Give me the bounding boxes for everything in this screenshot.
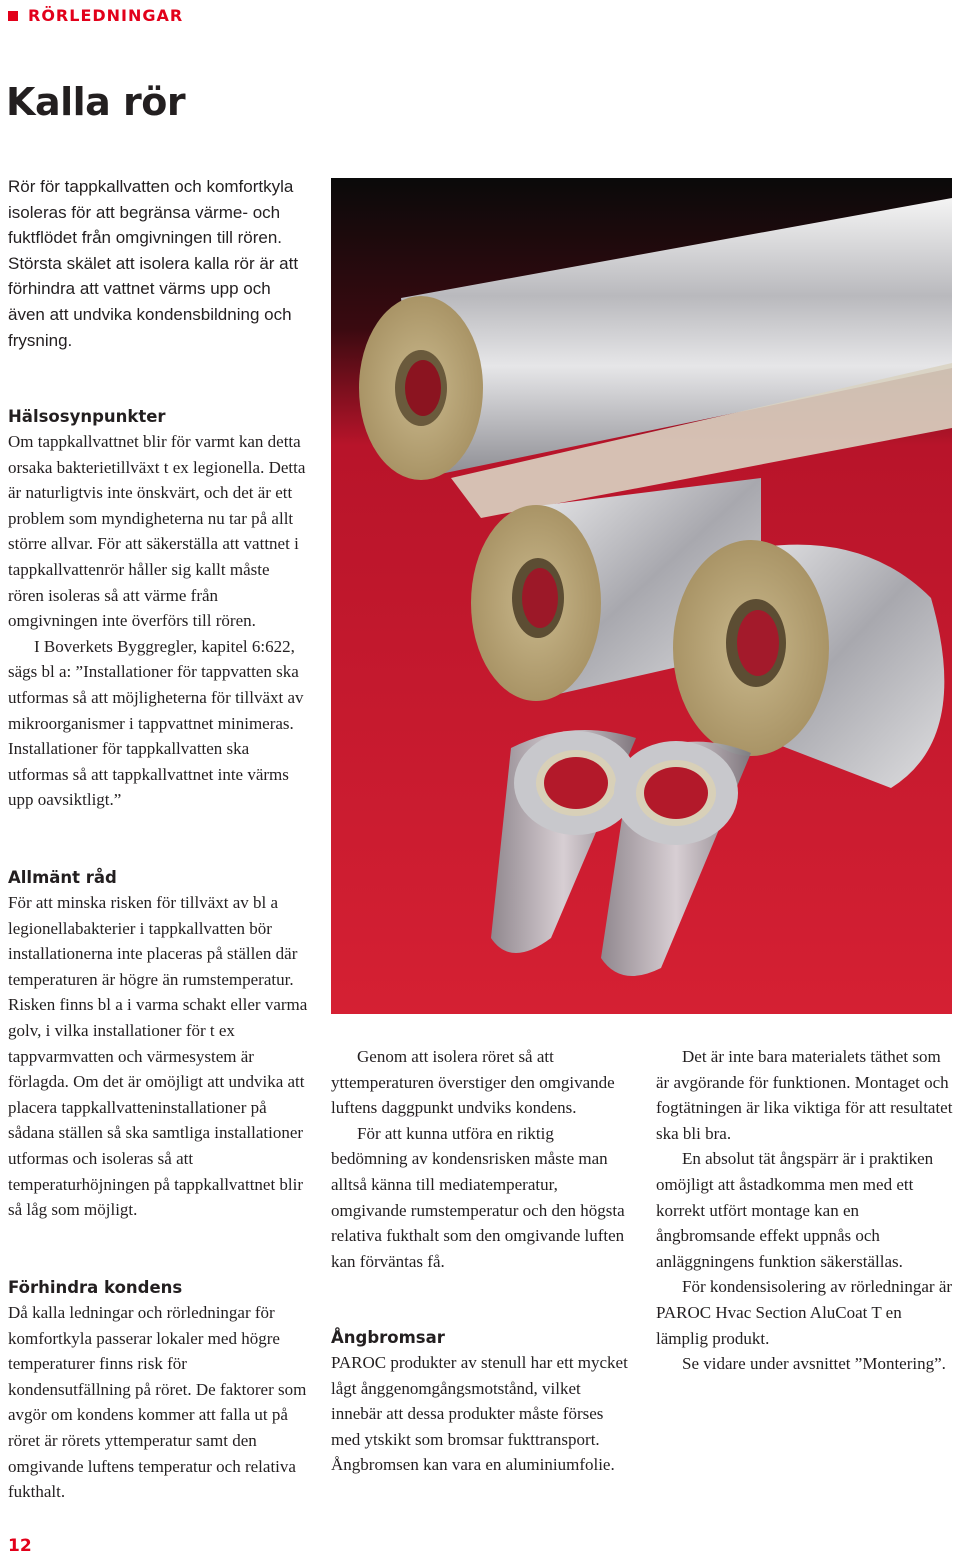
page-title: Kalla rör	[6, 80, 186, 124]
health-paragraph-1: Om tappkallvattnet blir för varmt kan detta orsaka bakterietillväxt t ex legionella. Detta är naturligtvis inte önskvärt, och det är ett problem som myndigheterna nu tar på allt större allvar. För att säkerställa att vattnet i tappkallvattenrör håller sig kallt måste rören isoleras så att värme från omgivningen inte överförs till rören.	[8, 432, 306, 631]
section-label	[8, 6, 183, 25]
col2-paragraph-1: Genom att isolera röret så att yttemperaturen överstiger den omgivande luftens daggpunkt undviks kondens.	[331, 1047, 615, 1118]
col3-paragraph-3: För kondensisolering av rörledningar är PAROC Hvac Section AluCoat T en lämplig produkt.	[656, 1277, 953, 1348]
condens-paragraph-1: Då kalla ledningar och rörledningar för komfortkyla passerar lokaler med högre temperaturer finns risk för kondensutfällning på röret. De faktorer som avgör om kondens kommer att falla ut på röret är rörets yttemperatur samt den omgivande luftens temperatur och relativa fukthalt.	[8, 1303, 307, 1502]
page-number: 12	[8, 1536, 32, 1556]
col2-paragraph-2: För att kunna utföra en riktig bedömning av kondensrisken måste man alltså känna till mediatemperatur, omgivande rumstemperatur och den högsta relativa fukthalt som den omgivande luften kan förväntas få.	[331, 1123, 625, 1271]
advice-heading: Allmänt råd	[8, 868, 117, 887]
col3-paragraph-4: Se vidare under avsnittet ”Montering”.	[682, 1354, 946, 1374]
advice-section	[8, 866, 308, 1223]
advice-paragraph-1: För att minska risken för tillväxt av bl a legionellabakterier i tappkallvatten bör installationerna inte placeras på ställen där temperaturen är högre än rumstemperatur. Risken finns bl a i varma schakt eller varma golv, i vilka installationer för t ex tappvarmvatten och värmesystem är förlagda. Om det är omöjligt att undvika att placera tappkallvatteninstallationer på sådana ställen så ska samtliga installationer utformas och isoleras så att temperaturhöjningen på tappkallvattnet blir så låg som möjligt.	[8, 893, 308, 1220]
col3-paragraph-1: Det är inte bara materialets täthet som är avgörande för funktionen. Montaget och fogtätningen är lika viktiga för att resultatet ska bli bra.	[656, 1047, 953, 1143]
column-2-text	[331, 1044, 631, 1274]
col3-paragraph-2: En absolut tät ångspärr är i praktiken omöjligt att åstadkomma men med ett korrekt utfört montage kan en ångbromsande effekt uppnås och anläggningens funktion säkerställas.	[656, 1149, 934, 1271]
health-heading: Hälsosynpunkter	[8, 407, 166, 426]
condens-section	[8, 1276, 308, 1505]
health-paragraph-2: I Boverkets Byggregler, kapitel 6:622, sägs bl a: ”Installationer för tappvatten ska utformas så att möjligheterna för tillväxt av mikroorganismer i tappvattnet minimeras. Installationer för tappkallvatten ska utformas så att tappkallvattnet inte värms upp oavsiktligt.”	[8, 636, 304, 810]
section-marker	[8, 11, 18, 21]
vapour-paragraph-1: PAROC produkter av stenull har ett mycket lågt ånggenomgångsmotstånd, vilket innebär att dessa produkter måste förses med ytskikt som bromsar fukttransport. Ångbromsen kan vara en aluminiumfolie.	[331, 1353, 628, 1475]
product-photo	[331, 178, 952, 1014]
section-label-text: RÖRLEDNINGAR	[28, 6, 184, 25]
column-3-text	[656, 1044, 956, 1377]
intro-text: Rör för tappkallvatten och komfortkyla isoleras för att begränsa värme- och fuktflödet från omgivningen till rören. Största skälet att isolera kalla rör är att förhindra att vattnet värms upp och även att undvika kondensbildning och frysning.	[8, 177, 299, 350]
insulation-products-illustration	[331, 178, 952, 1014]
health-section	[8, 405, 308, 813]
condens-heading: Förhindra kondens	[8, 1278, 183, 1297]
vapour-heading: Ångbromsar	[331, 1328, 445, 1347]
vapour-section	[331, 1326, 631, 1478]
